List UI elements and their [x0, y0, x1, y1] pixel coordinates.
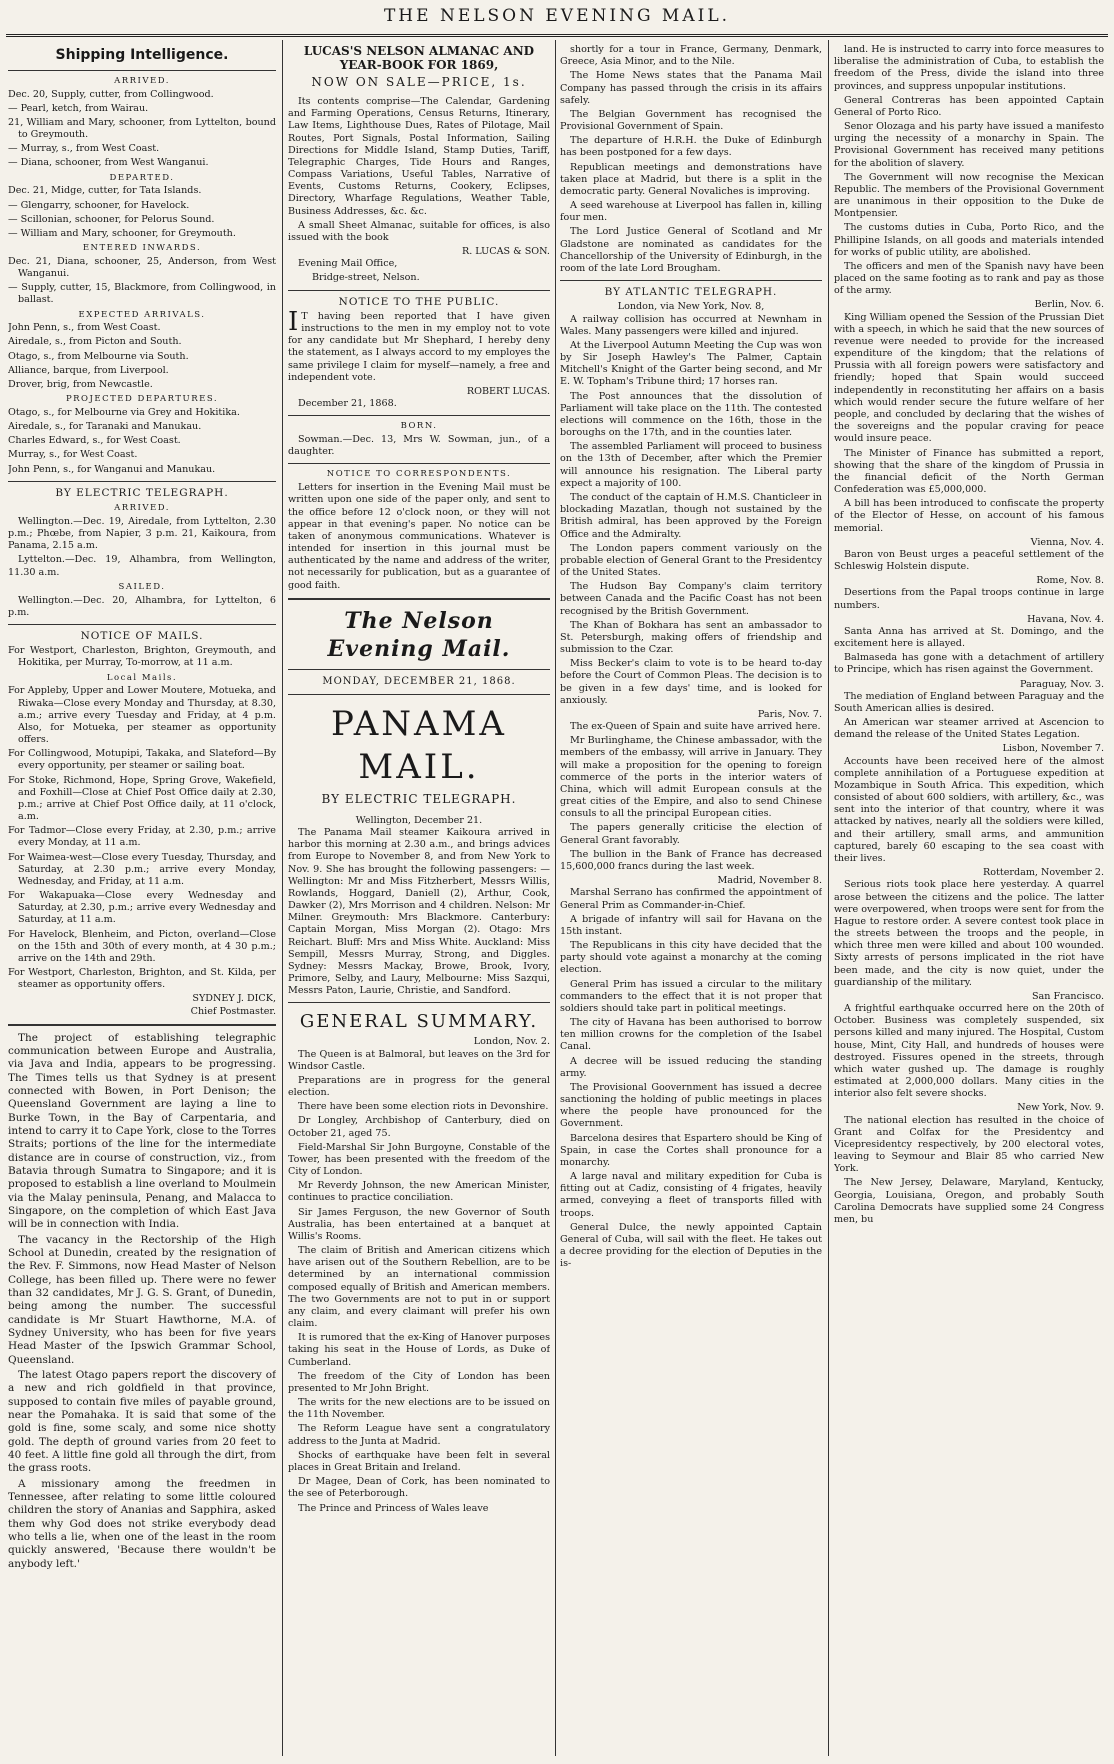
paragraph: Mr Burlinghame, the Chinese ambassador, with the members of the embassy, will arrive in January. They will make a proposition for the opening to foreign commerce of the ports in the interior waters of China, which will admit European consuls at the great cities of the Empire, and also to send Chinese consuls to all the principal European cities.	[560, 735, 822, 820]
paragraph: John Penn, s., from West Coast.	[8, 322, 161, 334]
paragraph: Barcelona desires that Espartero should be King of Spain, in case the Cortes shall pronounce for a monarchy.	[560, 1132, 822, 1168]
panama-subheading: BY ELECTRIC TELEGRAPH.	[321, 791, 517, 806]
paragraph: Republican meetings and demonstrations have taken place at Madrid, but there is a split in the democratic party. General Novaliches is improving.	[560, 161, 822, 197]
paragraph: Wellington.—Dec. 20, Alhambra, for Lyttelton, 6 p.m.	[8, 594, 276, 618]
paragraph: General Prim has issued a circular to the military commanders to the effect that it is not proper that soldiers should take part in political meetings.	[560, 978, 822, 1014]
notice-signature: ROBERT LUCAS.	[466, 385, 550, 397]
list-local-mails	[8, 685, 276, 991]
paper-date: MONDAY, DECEMBER 21, 1868.	[322, 675, 516, 687]
paragraph: Dec. 21, Midge, cutter, for Tata Islands.	[8, 185, 202, 197]
paragraph: For Appleby, Upper and Lower Moutere, Motueka, and Riwaka—Close every Monday and Thursday, at 8.30, a.m.; arrive every Tuesday and Friday, at 4 p.m. Also, for Motueka, per steamer as opportunity offers.	[8, 685, 276, 746]
paragraph: Alliance, barque, from Liverpool.	[8, 364, 169, 376]
article-col1	[8, 1032, 276, 1571]
paragraph: The mediation of England between Paraguay and the South American allies is desired.	[834, 690, 1104, 714]
paragraph: The national election has resulted in the choice of Grant and Colfax for the Presidentcy and Vicepresidentcy respectively, by 200 electoral votes, leaving to Seymour and Blair 85 who carried New York.	[834, 1114, 1104, 1175]
dateline: Wellington, December 21.	[355, 814, 483, 826]
paragraph: — Scillonian, schooner, for Pelorus Sound.	[8, 213, 215, 225]
paragraph: Preparations are in progress for the general election.	[288, 1074, 550, 1099]
paragraph: The Lord Justice General of Scotland and Mr Gladstone are nominated as candidates for the Chancellorship of the University of Edinburgh, in the room of the late Lord Brougham.	[560, 226, 822, 274]
paragraph: Santa Anna has arrived at St. Domingo, and the excitement here is allayed.	[834, 625, 1104, 650]
paragraph: Marshal Serrano has confirmed the appointment of General Prim as Commander-in-Chief.	[560, 887, 822, 911]
madrid-paragraphs	[560, 887, 822, 1270]
almanac-heading: LUCAS'S NELSON ALMANAC AND YEAR-BOOK FOR 1869,	[303, 44, 535, 73]
list-arrived	[8, 89, 276, 170]
paragraph: The Hudson Bay Company's claim territory between Canada and the Pacific Coast has not been recognised by the British Government.	[560, 581, 822, 617]
paragraph: For Collingwood, Motupipi, Takaka, and Slateford—By every opportunity, per steamer or sailing boat.	[8, 748, 276, 772]
paragraph: For Westport, Charleston, Brighton, and St. Kilda, per steamer as opportunity offers.	[8, 967, 276, 991]
paragraph: The project of establishing telegraphic communication between Europe and Australia, via Java and India, appears to be progressing. The Times tells us that Sydney is at present connected with Bowen, in Port Denison; the Queensland Government are laying a line to Burke Town, in the Bay of Carpentaria, and intend to carry it to Cape York, close to the Torres Straits; portions of the line for the intermediate distance are in course of construction, viz., from Batavia through Sumatra to Singapore; and it is proposed to establish a line overland to Moulmein via the Malay peninsula, Penang, and Malacca to Singapore, on the completion of which East Java will be in connection with India.	[8, 1031, 276, 1231]
paragraph: Accounts have been received here of the almost complete annihilation of a Portuguese expedition at Mozambique in South Africa. This expedition, which consisted of about 600 soldiers, with artillery, &c., was sent into the interior of that country, where it was attacked by natives, nearly all the soldiers were killed, and their artillery, small arms, and ammunition captured, barely 60 escaping to the sea coast with their lives.	[834, 755, 1104, 864]
subheading: Local Mails.	[106, 672, 178, 683]
paragraph: For Tadmor—Close every Friday, at 2.30, p.m.; arrive every Monday, at 11 a.m.	[8, 825, 276, 849]
paragraph: land. He is instructed to carry into force measures to liberalise the administration of Cuba, to establish the freedom of the Press, divide the island into three provinces, and suppress unpopular institutions.	[834, 44, 1104, 92]
paragraph: A frightful earthquake occurred here on the 20th of October. Business was completely suspended, six persons killed and many injured. The Hospital, Custom house, Mint, City Hall, and hundreds of houses were destroyed. Fissures opened in the streets, through which water gushed up. The damage is roughly estimated at 2,000,000 dollars. Many cities in the interior also felt severe shocks.	[834, 1003, 1104, 1100]
subheading: ARRIVED.	[114, 75, 170, 86]
dateline: Vienna, Nov. 4.	[1030, 536, 1104, 548]
paragraph: An American war steamer arrived at Ascencion to demand the release of the United States Legation.	[834, 717, 1104, 741]
paragraph: The Republicans in this city have decided that the party should vote against a monarchy at the coming election.	[560, 940, 822, 976]
column-rule	[828, 40, 829, 1756]
dateline: London, Nov. 2.	[473, 1036, 550, 1048]
summary-continued	[560, 44, 822, 275]
paragraph: — Supply, cutter, 15, Blackmore, from Collingwood, in ballast.	[8, 282, 276, 306]
paragraph: The Belgian Government has recognised the Provisional Government of Spain.	[560, 108, 822, 133]
paragraph: The assembled Parliament will proceed to business on the 13th of December, after which the Premier will announce his resignation. The Liberal party expect a majority of 100.	[560, 441, 822, 489]
column-rule	[282, 40, 283, 1756]
almanac-body-2: A small Sheet Almanac, suitable for offices, is also issued with the book	[288, 219, 550, 243]
dateline: Havana, Nov. 4.	[1027, 613, 1104, 625]
paragraph: Charles Edward, s., for West Coast.	[8, 435, 181, 447]
list-expected	[8, 322, 276, 391]
column-1	[8, 44, 276, 1760]
subheading: EXPECTED ARRIVALS.	[78, 309, 206, 320]
dateline: Lisbon, November 7.	[1002, 743, 1104, 755]
atlantic-paragraphs	[560, 314, 822, 707]
subheading: ENTERED INWARDS.	[82, 243, 202, 254]
paragraph: Wellington.—Dec. 19, Airedale, from Lyttelton, 2.30 p.m.; Phœbe, from Napier, 3 p.m. 21, Kaikoura, from Panama, 2.15 a.m.	[8, 515, 276, 552]
list-tele-arrived	[8, 516, 276, 579]
paragraph: The Post announces that the dissolution of Parliament will take place on the 11th. The contested elections will commence on the 16th, those in the boroughs on the 17th, and in the counties later.	[560, 390, 822, 439]
paragraph: Lyttelton.—Dec. 19, Alhambra, from Wellington, 11.30 a.m.	[8, 554, 276, 578]
paragraph: Airedale, s., from Picton and South.	[8, 336, 182, 348]
paragraph: Shocks of earthquake have been felt in several places in Great Britain and Ireland.	[288, 1449, 550, 1473]
paragraph: For Waimea-west—Close every Tuesday, Thursday, and Saturday, at 2.30 p.m.; arrive every Monday, Wednesday, and Friday, at 11 a.m.	[8, 851, 276, 887]
ny-paragraphs	[834, 1115, 1104, 1227]
paragraph: — Glengarry, schooner, for Havelock.	[8, 199, 190, 211]
paragraph: The claim of British and American citizens which have arisen out of the Southern Rebellion, are to be determined by an international commission composed equally of British and American members. The two Governments are not to put in or support any claim, and every claimant will prefer his own claim.	[288, 1245, 550, 1330]
column-4	[834, 44, 1104, 1760]
paragraph: Mr Reverdy Johnson, the new American Minister, continues to practice conciliation.	[288, 1180, 550, 1204]
dateline: Paraguay, Nov. 3.	[1019, 678, 1104, 690]
paragraph: Airedale, s., for Taranaki and Manukau.	[8, 421, 202, 433]
paragraph: The papers generally criticise the election of General Grant favorably.	[560, 822, 822, 846]
paragraph: Balmaseda has gone with a detachment of artillery to Principe, which has risen against the Government.	[834, 652, 1104, 676]
paragraph: Otago, s., for Melbourne via Grey and Hokitika.	[8, 406, 240, 418]
correspondents-body: Letters for insertion in the Evening Mail must be written upon one side of the paper only, and sent to the office before 12 o'clock noon, or they will not appear in that evening's paper. No notice can be taken of anonymous communications. Whatever is intended for insertion in this journal must be authenticated by the name and address of the writer, not necessarily for publication, but as a guarantee of good faith.	[288, 482, 550, 591]
almanac-signature: R. LUCAS & SON.	[461, 246, 550, 258]
paragraph: A bill has been introduced to confiscate the property of the Elector of Hesse, on account of his famous memorial.	[834, 498, 1104, 534]
list-departed	[8, 185, 276, 240]
panama-heading: PANAMA MAIL.	[331, 704, 507, 788]
subheading: PROJECTED DEPARTURES.	[65, 394, 219, 405]
paragraph: The Government will now recognise the Mexican Republic. The members of the Provisional Government are unanimous in their opposition to the Duke de Montpensier.	[834, 171, 1104, 220]
paragraph: King William opened the Session of the Prussian Diet with a speech, in which he said that the new sources of revenue were needed to provide for the increased expenditure of the kingdom; that the relations of Prussia with all foreign powers were satisfactory and friendly; hoped that Spain would succeed independently in reconstituting her affairs on a basis which would render secure the future welfare of her people, and concluded by declaring that the wishes of the sovereigns and the popular craving for peace would insure peace.	[834, 311, 1104, 445]
paragraph: The Reform League have sent a congratulatory address to the Junta at Madrid.	[288, 1423, 550, 1447]
column-3	[560, 44, 822, 1760]
masthead-rule	[6, 34, 1108, 37]
born-heading: BORN.	[400, 421, 438, 432]
list-tele-sailed	[8, 595, 276, 619]
column-2	[288, 44, 550, 1760]
paragraph: The Home News states that the Panama Mail Company has passed through the crisis in its affairs safely.	[560, 70, 822, 106]
paragraph: Serious riots took place here yesterday. A quarrel arose between the citizens and the police. The latter were overpowered, when troops were sent for from the Hague to restore order. A severe contest took place in the streets between the troops and the people, in which three men were killed and about 100 wounded. Sixty arrests of persons implicated in the riot have been made, and the city is now quiet, under the guardianship of the military.	[834, 879, 1104, 988]
madrid-continued	[834, 44, 1104, 297]
paragraph: The Minister of Finance has submitted a report, showing that the share of the kingdom of Prussia in the financial deficit of the North German Confederation was £5,000,000.	[834, 447, 1104, 496]
paragraph: — Murray, s., from West Coast.	[8, 143, 160, 155]
paragraph: 21, William and Mary, schooner, from Lyttelton, bound to Greymouth.	[8, 116, 276, 141]
lisbon-paragraphs	[834, 756, 1104, 866]
list-projected	[8, 407, 276, 476]
subheading: DEPARTED.	[109, 172, 175, 183]
correspondents-heading: NOTICE TO CORRESPONDENTS.	[326, 469, 512, 480]
rotterdam-paragraphs	[834, 879, 1104, 989]
paragraph: The departure of H.R.H. the Duke of Edinburgh has been postponed for a few days.	[560, 135, 822, 159]
born-body: Sowman.—Dec. 13, Mrs W. Sowman, jun., of a daughter.	[288, 434, 550, 458]
paragraph: At the Liverpool Autumn Meeting the Cup was won by Sir Joseph Hawley's The Palmer, Captain Mitchell's Knight of the Garter being second, and Mr E. W. Topham's Tribune third; 17 horses ran.	[560, 339, 822, 388]
paragraph: For Havelock, Blenheim, and Picton, overland—Close on the 15th and 30th of every month, at 4 30 p.m.; arrive on the 14th and 29th.	[8, 928, 276, 964]
dateline: San Francisco.	[1031, 990, 1104, 1002]
almanac-price: NOW ON SALE—PRICE, 1s.	[311, 74, 527, 89]
paragraph: Dr Longley, Archbishop of Canterbury, died on October 21, aged 75.	[288, 1115, 550, 1139]
subheading: ARRIVED.	[114, 503, 170, 514]
paragraph: General Dulce, the newly appointed Captain General of Cuba, will sail with the fleet. He takes out a decree providing for the election of Deputies in the is-	[560, 1221, 822, 1270]
postmaster-title: Chief Postmaster.	[190, 1005, 276, 1017]
paragraph: The latest Otago papers report the discovery of a new and rich goldfield in that province, supposed to contain five miles of payable ground, near the Pomahaka. It is said that some of the gold is fine, some scaly, and some nice shotty gold. The depth of ground varies from 20 feet to 40 feet. A little fine gold all through the dirt, from the grass roots.	[8, 1369, 276, 1475]
paragraph: A seed warehouse at Liverpool has fallen in, killing four men.	[560, 200, 822, 224]
paris-paragraphs	[560, 721, 822, 873]
paragraph: The London papers comment variously on the probable election of General Grant to the Presidentcy of the United States.	[560, 542, 822, 579]
dateline: Rotterdam, November 2.	[982, 867, 1104, 879]
almanac-body: Its contents comprise—The Calendar, Gardening and Farming Operations, Census Returns, Itinerary, Law Items, Lighthouse Dues, Rates of Pilotage, Mail Routes, Port Signals, Postal Information, Sailing Directions for Middle Island, Stamp Duties, Tariff, Telegraphic Charges, Tide Hours and Ranges, Compass Variations, Useful Tables, Narrative of Events, Customs Returns, Cookery, Eclipses, Directory, Wharfage Regulations, Weather Table, Business Addresses, &c. &c.	[288, 96, 550, 217]
paragraph: Field-Marshal Sir John Burgoyne, Constable of the Tower, has been presented with the freedom of the City of London.	[288, 1141, 550, 1178]
drop-cap: I	[288, 306, 299, 337]
dateline: Berlin, Nov. 6.	[1034, 299, 1104, 311]
paragraph: — Pearl, ketch, from Wairau.	[8, 102, 149, 114]
paragraph: The ex-Queen of Spain and suite have arrived here.	[570, 721, 821, 733]
paragraph: There have been some election riots in Devonshire.	[298, 1101, 549, 1113]
summary-heading: GENERAL SUMMARY.	[299, 1011, 539, 1033]
paragraph: The New Jersey, Delaware, Maryland, Kentucky, Georgia, Louisiana, Oregon, and probably South Carolina Democrats have supplied some 24 Congress men, bu	[834, 1177, 1104, 1225]
dateline: Madrid, November 8.	[717, 875, 822, 887]
paragraph: John Penn, s., for Wanganui and Manukau.	[8, 463, 216, 475]
paragraph: A railway collision has occurred at Newnham in Wales. Many passengers were killed and injured.	[560, 313, 822, 337]
paragraph: Baron von Beust urges a peaceful settlement of the Schleswig Holstein dispute.	[834, 548, 1104, 573]
paragraph: The writs for the new elections are to be issued on the 11th November.	[288, 1397, 550, 1421]
atlantic-heading: BY ATLANTIC TELEGRAPH.	[604, 286, 778, 299]
dateline: Rome, Nov. 8.	[1036, 575, 1104, 587]
paragraph: shortly for a tour in France, Germany, Denmark, Greece, Asia Minor, and to the Nile.	[560, 44, 822, 68]
paragraph: The Queen is at Balmoral, but leaves on the 3rd for Windsor Castle.	[288, 1048, 550, 1072]
paragraph: Senor Olozaga and his party have issued a manifesto urging the necessity of a monarchy in Spain. The Provisional Government has received many petitions for the abolition of slavery.	[834, 121, 1104, 169]
almanac-address-2: Bridge-street, Nelson.	[312, 272, 420, 284]
paragraph: The customs duties in Cuba, Porto Rico, and the Phillipine Islands, on all goods and materials intended for works of public utility, are abolished.	[834, 222, 1104, 258]
paragraph: A missionary among the freedmen in Tennessee, after relating to some little coloured children the story of Ananias and Sapphira, asked them why God does not strike everybody dead who tells a lie, when one of the least in the room quickly answered, 'Because there wouldn't be anybody left.'	[8, 1477, 276, 1570]
masthead: THE NELSON EVENING MAIL.	[383, 6, 731, 26]
column-rule	[555, 40, 556, 1756]
subheading: SAILED.	[118, 581, 166, 592]
paragraph: For Stoke, Richmond, Hope, Spring Grove, Wakefield, and Foxhill—Close at Chief Post Office daily at 2.30, p.m.; arrive at Chief Post Office daily, at 11 o'clock, a.m.	[8, 774, 276, 823]
list-entered	[8, 256, 276, 307]
postmaster-signature: SYDNEY J. DICK,	[192, 993, 276, 1005]
notice-body: I T having been reported that I have given instructions to the men in my employ not to vote for any candidate but Mr Shephard, I hereby deny the statement, as I always accord to my employes the same privilege I claim for myself—namely, a free and independent vote.	[288, 306, 550, 383]
paragraph: Dec. 21, Diana, schooner, 25, Anderson, from West Wanganui.	[8, 255, 276, 279]
paragraph: The conduct of the captain of H.M.S. Chanticleer in blockading Mazatlan, though not sustained by the British admiral, has been approved by the Foreign Office and the Admiralty.	[560, 492, 822, 540]
paraguay-paragraphs	[834, 691, 1104, 742]
paragraph: Dec. 20, Supply, cutter, from Collingwood.	[8, 88, 214, 100]
paragraph: Dr Magee, Dean of Cork, has been nominated to the see of Peterborough.	[288, 1476, 550, 1500]
paragraph: Drover, brig, from Newcastle.	[8, 378, 153, 390]
dateline: New York, Nov. 9.	[1017, 1102, 1104, 1114]
telegraph-heading: BY ELECTRIC TELEGRAPH.	[55, 486, 229, 499]
havana-paragraphs	[834, 626, 1104, 677]
paragraph: A large naval and military expedition for Cuba is fitting out at Cadiz, consisting of 4 frigates, heavily armed, conveying a fleet of transports filled with troops.	[560, 1171, 822, 1219]
paragraph: The bullion in the Bank of France has decreased 15,600,000 francs during the last week.	[560, 848, 822, 872]
paragraph: The city of Havana has been authorised to borrow ten million crowns for the completion of the Isabel Canal.	[560, 1017, 822, 1053]
paragraph: Desertions from the Papal troops continue in large numbers.	[834, 587, 1104, 611]
sf-paragraphs	[834, 1003, 1104, 1100]
paragraph: The Prince and Princess of Wales leave	[298, 1502, 489, 1514]
vienna-paragraphs	[834, 549, 1104, 573]
paragraph: Sir James Ferguson, the new Governor of South Australia, has been entertained at a banquet at Willis's Rooms.	[288, 1206, 550, 1242]
paper-title: The Nelson Evening Mail.	[327, 607, 511, 662]
paragraph: The vacancy in the Rectorship of the High School at Dunedin, created by the resignation of the Rev. F. Simmons, now Head Master of Nelson College, has been filled up. There were no fewer than 32 candidates, Mr J. G. S. Grant, of Dunedin, being among the number. The successful candidate is Mr Stuart Hawthorne, M.A. of Sydney University, who has been for five years Head Master of the Ipswich Grammar School, Queensland.	[8, 1233, 276, 1366]
paragraph: A brigade of infantry will sail for Havana on the 15th instant.	[560, 913, 822, 937]
rome-paragraphs	[834, 587, 1104, 611]
dateline: London, via New York, Nov. 8,	[617, 301, 765, 313]
paragraph: The freedom of the City of London has been presented to Mr John Bright.	[288, 1370, 550, 1394]
shipping-heading: Shipping Intelligence.	[55, 47, 229, 63]
notice-date: December 21, 1868.	[298, 398, 397, 410]
summary-paragraphs	[288, 1049, 550, 1515]
paragraph: The Provisional Goovernment has issued a decree sanctioning the holding of public meetings in places where the people have pronounced for the Government.	[560, 1081, 822, 1130]
paragraph: It is rumored that the ex-King of Hanover purposes taking his seat in the House of Lords, as Duke of Cumberland.	[288, 1332, 550, 1368]
paragraph: — Diana, schooner, from West Wanganui.	[8, 157, 209, 169]
paragraph: For Wakapuaka—Close every Wednesday and Saturday, at 2.30, p.m.; arrive every Wednesday and Saturday, at 11 a.m.	[8, 890, 276, 926]
panama-body: The Panama Mail steamer Kaikoura arrived in harbor this morning at 2.30 a.m., and brings advices from Europe to November 8, and from New York to Nov. 9. She has brought the following passengers: —Wellington: Mr and Miss Fitzherbert, Messrs Willis, Rowlands, Hoggard, Daniell (2), Arthur, Cook, Dawker (2), Mrs Morrison and 4 children. Nelson: Mr Milner. Greymouth: Mrs Blackmore. Canterbury: Captain Morgan, Miss Morgan (2). Otago: Mrs Reichart. Bluff: Mrs and Miss White. Auckland: Miss Sempill, Messrs Murray, Strong, and Diggles. Sydney: Messrs Mackay, Browe, Brook, Ivory, Primore, Selby, and Laury, Melbourne: Miss Sazqui, Messrs Paton, Laurie, Christie, and Sandford.	[288, 827, 550, 997]
paragraph: Otago, s., from Melbourne via South.	[8, 350, 189, 362]
mails-heading: NOTICE OF MAILS.	[80, 629, 204, 642]
notice-heading: NOTICE TO THE PUBLIC.	[338, 295, 500, 308]
mails-intro: For Westport, Charleston, Brighton, Greymouth, and Hokitika, per Murray, To-morrow, at 11 a.m.	[8, 645, 276, 669]
paragraph: Murray, s., for West Coast.	[8, 449, 138, 461]
paragraph: The officers and men of the Spanish navy have been placed on the same footing as to rank and pay as those of the army.	[834, 260, 1104, 297]
berlin-paragraphs	[834, 312, 1104, 535]
dateline: Paris, Nov. 7.	[757, 708, 822, 720]
paragraph: The Khan of Bokhara has sent an ambassador to St. Petersburgh, making offers of friendship and submission to the Czar.	[560, 619, 822, 656]
almanac-address: Evening Mail Office,	[298, 258, 398, 270]
paragraph: Miss Becker's claim to vote is to be heard to-day before the Court of Common Pleas. The decision is to be given in a few days' time, and is looked for anxiously.	[560, 658, 822, 706]
paragraph: — William and Mary, schooner, for Greymouth.	[8, 227, 236, 239]
paragraph: A decree will be issued reducing the standing army.	[560, 1055, 822, 1079]
paragraph: General Contreras has been appointed Captain General of Porto Rico.	[834, 94, 1104, 118]
